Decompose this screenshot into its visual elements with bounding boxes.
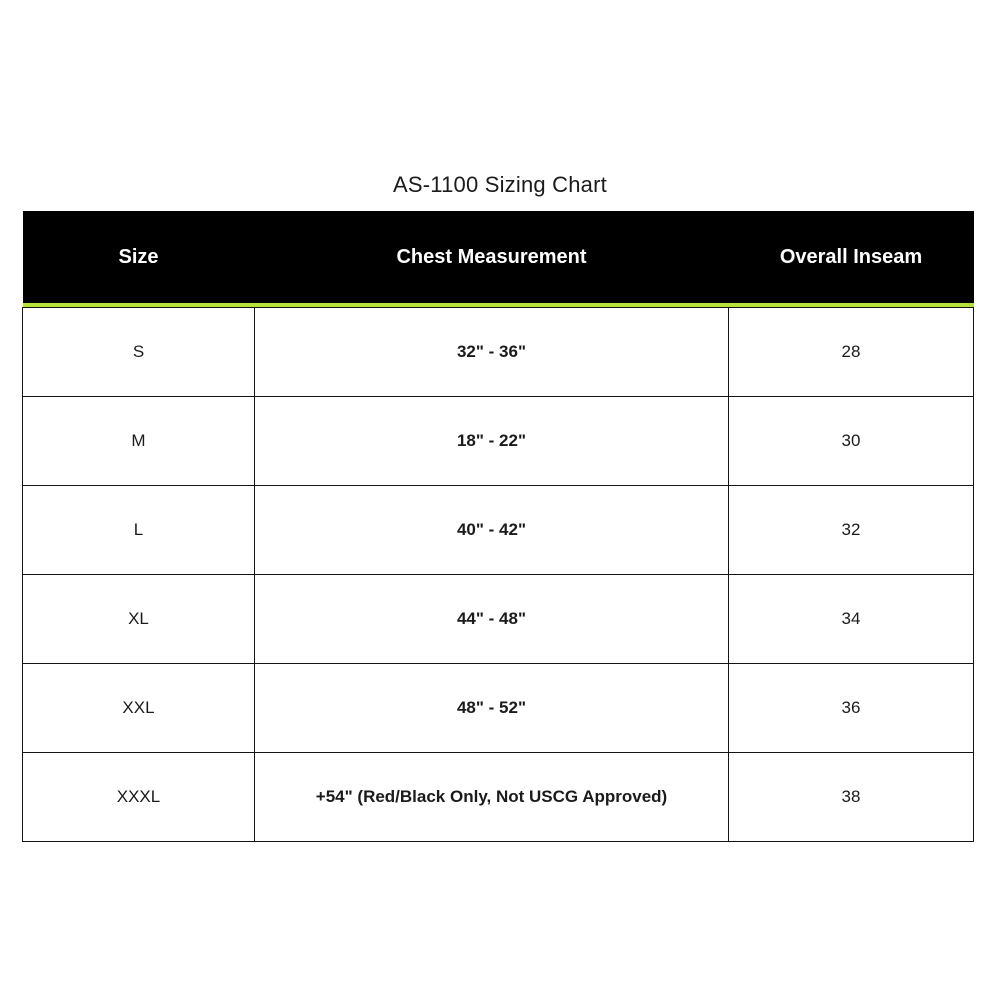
sizing-table-container [22,211,973,842]
table-row [23,486,974,575]
cell-size: XXXL [23,753,255,842]
sizing-table [22,211,974,842]
table-body [23,308,974,842]
table-row [23,664,974,753]
cell-chest: 48" - 52" [255,664,729,753]
cell-chest: 32" - 36" [255,308,729,397]
cell-chest: 44" - 48" [255,575,729,664]
page-title: AS-1100 Sizing Chart [393,172,607,197]
cell-chest: +54" (Red/Black Only, Not USCG Approved) [255,753,729,842]
cell-inseam: 28 [729,308,974,397]
cell-size: S [23,308,255,397]
table-header [23,211,974,308]
cell-chest: 18" - 22" [255,397,729,486]
cell-inseam: 34 [729,575,974,664]
table-row [23,753,974,842]
table-row [23,575,974,664]
table-row [23,397,974,486]
table-row [23,308,974,397]
column-header-inseam: Overall Inseam [729,211,974,303]
cell-size: M [23,397,255,486]
cell-inseam: 36 [729,664,974,753]
column-header-chest: Chest Measurement [255,211,729,303]
cell-size: XXL [23,664,255,753]
cell-size: L [23,486,255,575]
table-header-row [23,211,974,303]
cell-inseam: 38 [729,753,974,842]
cell-size: XL [23,575,255,664]
cell-inseam: 30 [729,397,974,486]
cell-chest: 40" - 42" [255,486,729,575]
cell-inseam: 32 [729,486,974,575]
column-header-size: Size [23,211,255,303]
